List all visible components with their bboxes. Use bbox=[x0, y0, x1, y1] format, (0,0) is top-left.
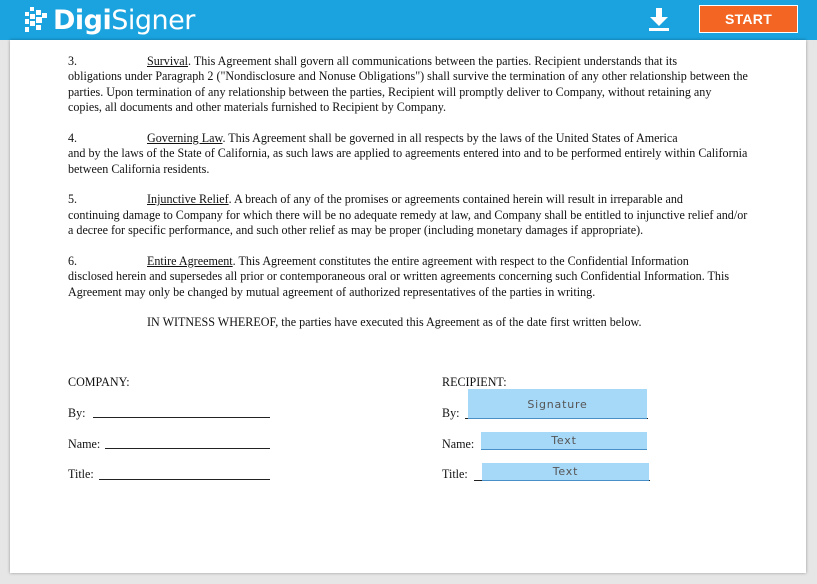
paragraph-first-line-text: . This Agreement shall govern all communications between the parties. Recipient understands that its bbox=[187, 54, 678, 68]
company-title-label: Title: bbox=[68, 467, 94, 481]
company-name-line bbox=[105, 448, 270, 449]
paragraph-first-line-text: . This Agreement shall be governed in all respects by the laws of the United States of America bbox=[222, 130, 678, 145]
logo-icon bbox=[22, 5, 50, 35]
company-title-line bbox=[99, 479, 270, 480]
paragraph-6 bbox=[68, 254, 748, 300]
logo-text-light: Signer bbox=[111, 4, 195, 36]
paragraph-3 bbox=[68, 54, 748, 116]
company-by-label: By: bbox=[68, 406, 86, 420]
paragraph-text: continuing damage to Company for which there will be no adequate remedy at law, and Company shall be entitled to injunctive relief and/or a decree for specific performance, and such other relief as may be proper (including monetary damages if appropriate). bbox=[68, 207, 748, 238]
witness-statement: IN WITNESS WHEREOF, the parties have executed this Agreement as of the date first written below. bbox=[147, 315, 642, 330]
title-text-field[interactable]: Text bbox=[482, 463, 649, 481]
recipient-title-label: Title: bbox=[442, 467, 468, 481]
paragraph-number: 3. bbox=[68, 54, 78, 68]
paragraph-heading: Survival bbox=[147, 54, 188, 68]
paragraph-number: 4. bbox=[68, 130, 78, 145]
paragraph-first-line bbox=[68, 192, 748, 207]
paragraph-4 bbox=[68, 131, 748, 177]
paragraph-heading: Entire Agreement bbox=[147, 253, 233, 268]
download-icon[interactable] bbox=[647, 6, 671, 32]
paragraph-first-line bbox=[68, 254, 748, 269]
paragraph-first-line-text: . This Agreement constitutes the entire agreement with respect to the Confidential Information bbox=[232, 253, 689, 268]
recipient-heading: RECIPIENT: bbox=[442, 375, 507, 389]
digisigner-logo[interactable] bbox=[22, 3, 195, 37]
start-button[interactable]: START bbox=[699, 5, 798, 33]
paragraph-text: obligations under Paragraph 2 ("Nondisclosure and Nonuse Obligations") shall survive the termination of any other relationship between the parties. Upon termination of any relationship between the parties, Recipient will promptly deliver to Company, without retaining any copies, all documents and other materials furnished to Recipient by Company. bbox=[68, 69, 748, 115]
paragraph-first-line-text: . A breach of any of the promises or agreements contained herein will result in irreparable and bbox=[228, 192, 683, 207]
company-by-line bbox=[93, 417, 270, 418]
paragraph-number: 5. bbox=[68, 192, 78, 207]
name-text-field[interactable]: Text bbox=[481, 432, 647, 450]
document-page bbox=[10, 40, 806, 573]
paragraph-number: 6. bbox=[68, 253, 78, 268]
document-body bbox=[68, 54, 748, 331]
company-heading: COMPANY: bbox=[68, 375, 130, 389]
signature-field[interactable]: Signature bbox=[468, 389, 647, 419]
recipient-name-label: Name: bbox=[442, 437, 475, 451]
company-name-label: Name: bbox=[68, 437, 101, 451]
paragraph-first-line bbox=[68, 54, 748, 69]
logo-text bbox=[53, 5, 195, 36]
recipient-by-label: By: bbox=[442, 406, 460, 420]
paragraph-5 bbox=[68, 192, 748, 238]
paragraph-text: and by the laws of the State of California, as such laws are applied to agreements entered into and to be performed entirely within California between California residents. bbox=[68, 146, 748, 176]
paragraph-text: disclosed herein and supersedes all prior or contemporaneous oral or written agreements concerning such Confidential Information. This Agreement may only be changed by mutual agreement of authorized representatives of the parties in writing. bbox=[68, 269, 730, 299]
top-bar bbox=[0, 0, 817, 40]
paragraph-heading: Injunctive Relief bbox=[147, 192, 229, 207]
logo-text-bold: Digi bbox=[53, 4, 112, 36]
paragraph-first-line bbox=[68, 131, 748, 146]
paragraph-heading: Governing Law bbox=[147, 130, 223, 145]
